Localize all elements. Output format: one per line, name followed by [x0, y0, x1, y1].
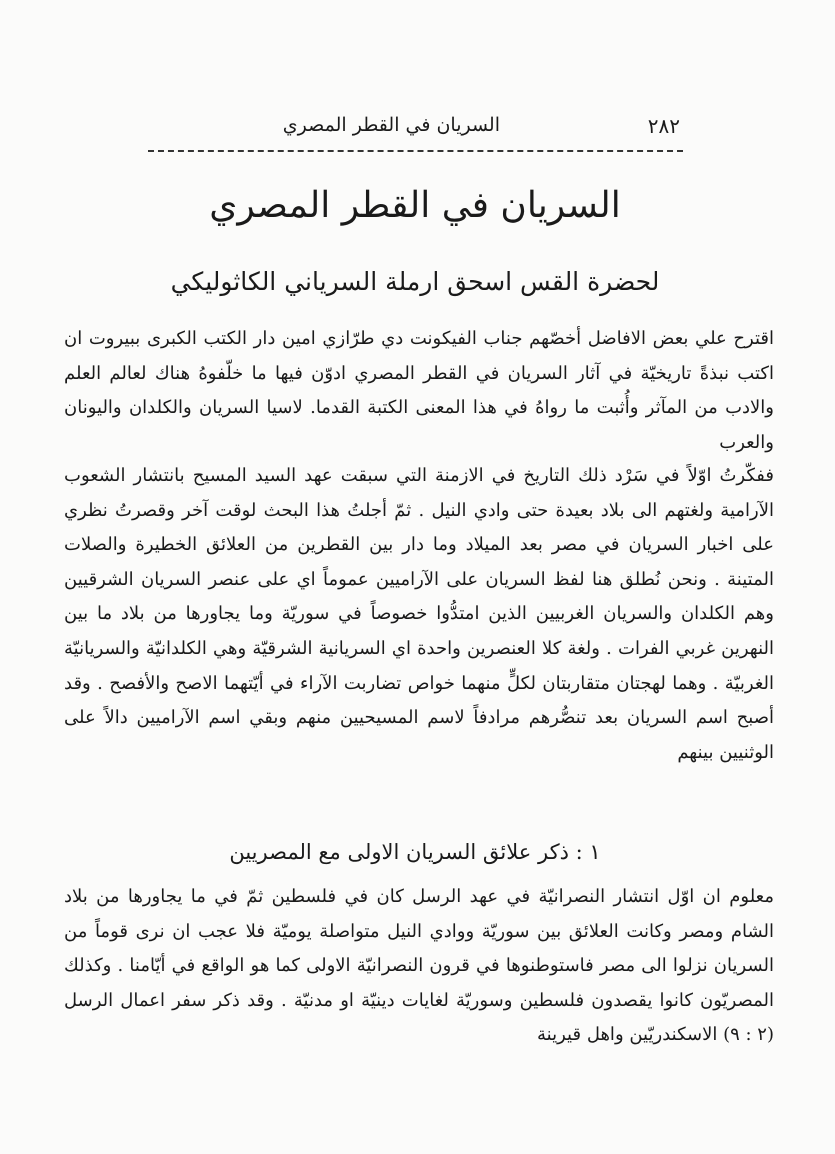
section-heading: ١ : ذكر علائق السريان الاولى مع المصريين [229, 840, 601, 864]
paragraph-intro: اقترح علي بعض الافاضل أخصّهم جناب الفيكونت دي طرّازي امين دار الكتب الكبرى ببيروت ان اكتب نبذةً تاريخيّة في آثار السريان في القطر المصري ادوّن فيها ما خلّفوهُ هناك لعالم العلم والادب من المآثر وأُثبت ما رواهُ في هذا المعنى الكتبة القدما. لاسيا السريان والكلدان واليونان والعرب [64, 328, 774, 453]
page-number: ٢٨٢ [647, 114, 680, 138]
article-title: السريان في القطر المصري [209, 185, 621, 226]
running-title: السريان في القطر المصري [282, 114, 500, 136]
paragraph-history: ففكّرتُ اوّلاً في سَرْد ذلك التاريخ في الازمنة التي سبقت عهد السيد المسيح بانتشار الشعوب الآرامية ولغتهم الى بلاد بعيدة حتى وادي النيل . ثمّ أجلتُ هذا البحث لوقت آخر وقصرتُ نظري على اخبار السريان في مصر بعد الميلاد وما دار بين القطرين من العلائق الخطيرة والصلات المتينة . ونحن نُطلق هنا لفظ السريان على الآراميين عموماً اي على عنصر السريان الشرقيين وهم الكلدان والسريان الغربيين الذين امتدُّوا خصوصاً في سوريّة وما يجاورها من بلاد ما بين النهرين غربي الفرات . ولغة كلا العنصرين واحدة اي السريانية الشرقيّة وهي الكلدانيّة والسريانيّة الغربيّة . وهما لهجتان متقاربتان لكلٍّ منهما خواص تضاربت الآراء في أيّتهما الاصح والأفصح . وقد أصبح اسم السريان بعد تنصُّرهم مرادفاً لاسم المسيحيين منهم وبقي اسم الآراميين دالاً على الوثنيين بينهم [64, 465, 774, 763]
page-header [150, 114, 680, 144]
paragraph-section-1: معلوم ان اوّل انتشار النصرانيّة في عهد الرسل كان في فلسطين ثمّ في ما يجاورها من بلاد الشام ومصر وكانت العلائق بين سوريّة ووادي النيل متواصلة يوميّة فلا عجب ان نرى قوماً من السريان نزلوا الى مصر فاستوطنوها في قرون النصرانيّة الاولى كما هو الواقع في أيّامنا . وكذلك المصريّون كانوا يقصدون فلسطين وسوريّة لغايات دينيّة او مدنيّة . وقد ذكر سفر اعمال الرسل (٢ : ٩) الاسكندريّين واهل قيرينة [64, 886, 774, 1046]
header-divider [148, 150, 683, 152]
article-author: لحضرة القس اسحق ارملة السرياني الكاثوليكي [170, 267, 660, 296]
